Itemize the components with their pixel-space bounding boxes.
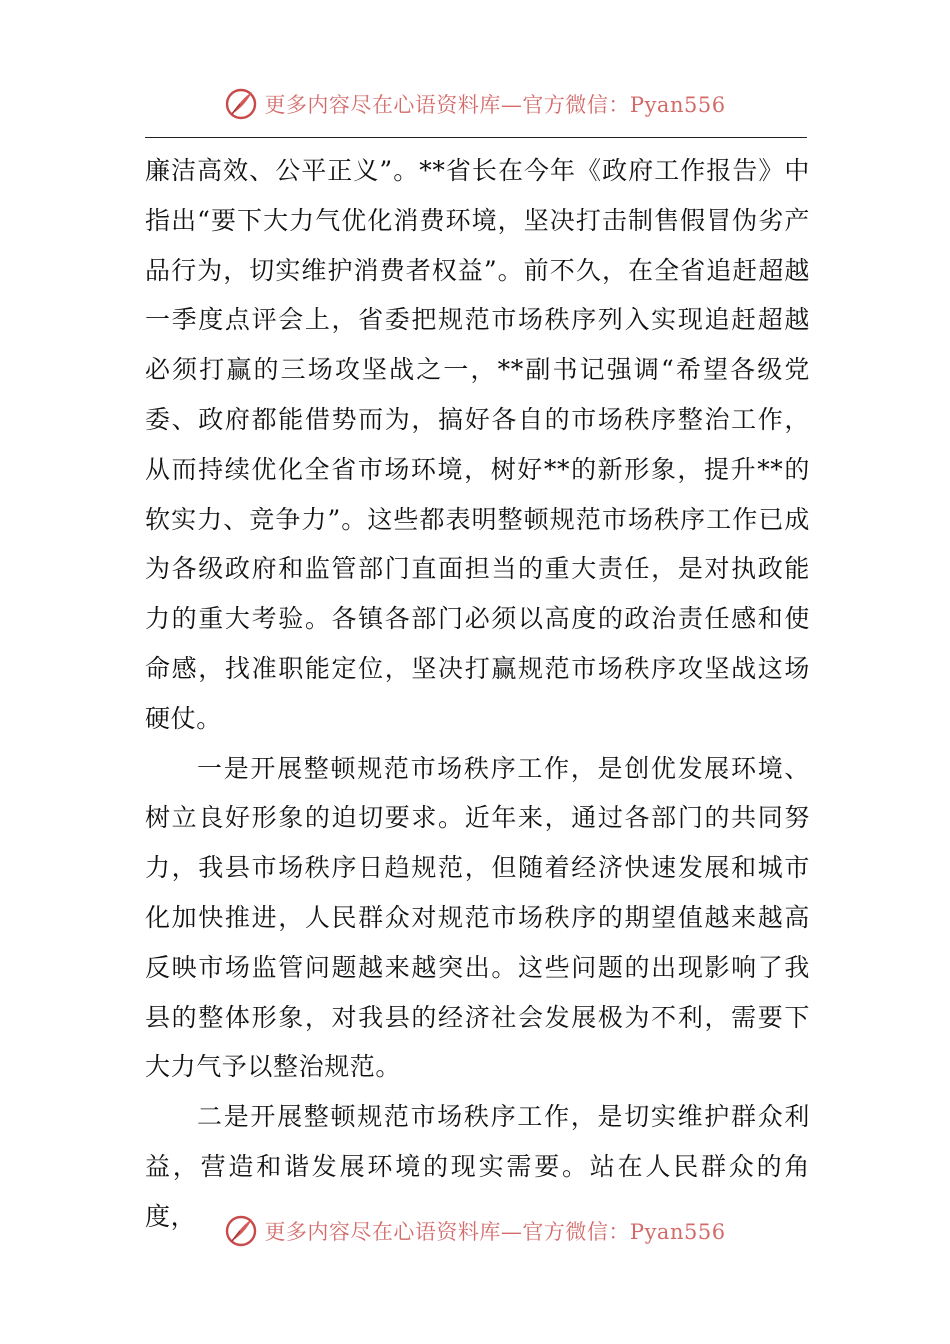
watermark-text: 更多内容尽在心语资料库—官方微信：Pyan556 [264,93,726,117]
paragraph-point-one: 一是开展整顿规范市场秩序工作，是创优发展环境、树立良好形象的迫切要求。近年来，通过各部门的共同努力，我县市场秩序日趋规范，但随着经济快速发展和城市化加快推进，人民群众对规范市场秩序的期望值越来越高反映市场监管问题越来越突出。这些问题的出现影响了我县的整体形象，对我县的经济社会发展极为不利，需要下大力气予以整治规范。 [145,753,810,1082]
header-watermark [0,84,950,124]
paragraph-continuation: 廉洁高效、公平正义”。**省长在今年《政府工作报告》中指出“要下大力气优化消费环境，坚决打击制售假冒伪劣产品行为，切实维护消费者权益”。前不久，在全省追赶超越一季度点评会上，省委把规范市场秩序列入实现追赶超越必须打赢的三场攻坚战之一，**副书记强调“希望各级党委、政府都能借势而为，搞好各自的市场秩序整治工作，从而持续优化全省市场环境，树好**的新形象，提升**的软实力、竞争力”。这些都表明整顿规范市场秩序工作已成为各级政府和监管部门直面担当的重大责任，是对执政能力的重大考验。各镇各部门必须以高度的政治责任感和使命感，找准职能定位，坚决打赢规范市场秩序攻坚战这场硬仗。 [145,156,810,733]
quill-logo-icon [224,87,258,121]
footer-watermark [0,1211,950,1251]
paragraph-point-two: 二是开展整顿规范市场秩序工作，是切实维护群众利益，营造和谐发展环境的现实需要。站在人民群众的角度， [145,1102,810,1231]
document-body [145,146,810,1242]
quill-logo-icon [224,1214,258,1248]
header-divider [145,137,807,138]
watermark-text: 更多内容尽在心语资料库—官方微信：Pyan556 [264,1220,726,1244]
